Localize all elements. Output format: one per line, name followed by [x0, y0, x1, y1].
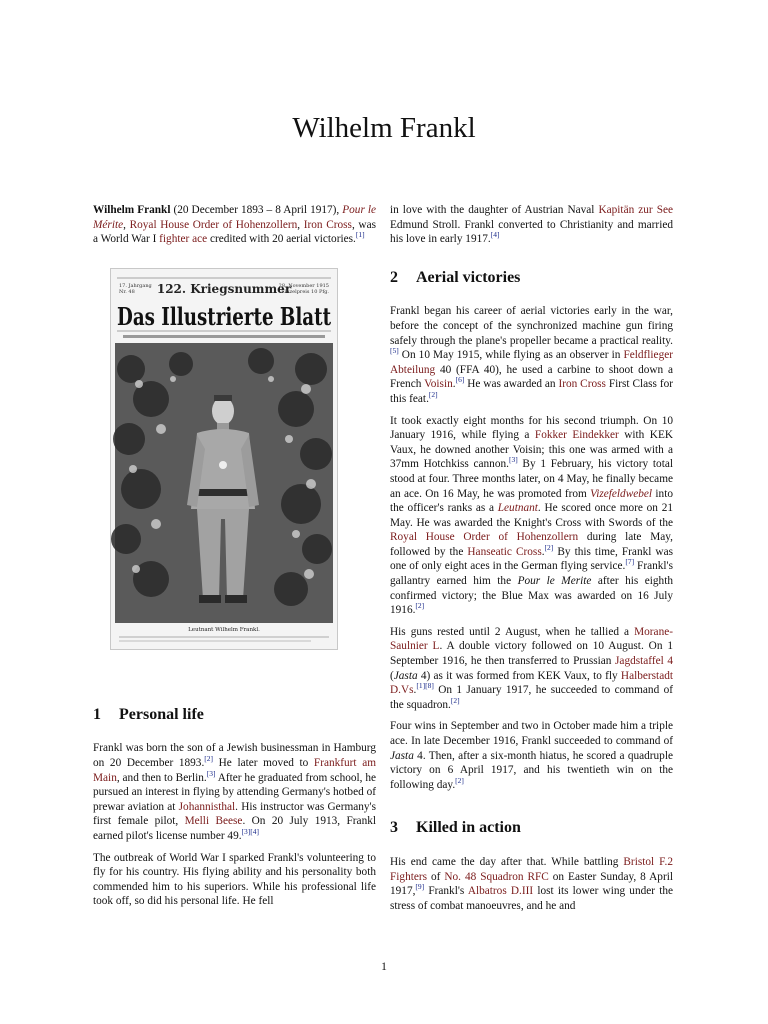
link-pour-le-merite[interactable]: Pour le Mérite	[93, 204, 376, 231]
lead-text: ,	[123, 218, 130, 231]
lead-text: (20 December 1893 – 8 April 1917),	[170, 204, 343, 216]
citation-link[interactable]: [2]	[450, 696, 460, 706]
aerial-paragraph-3: His guns rested until 2 August, when he tallied a Morane-Saulnier L. A double victory followed on 10 August. On 1 September 1916, he then transferred to Prussian Jagdstaffel 4 (Jasta 4) as it was formed from KEK Vaux, to fly Halberstadt D.Vs.[1][8] On 1 January 1917, he succeeded to command of the squadron.[2]	[390, 625, 674, 711]
link-halberstadt[interactable]: Halberstadt D.Vs	[390, 669, 673, 697]
citation-link[interactable]: [6]	[455, 375, 465, 385]
left-column	[93, 203, 376, 916]
lead-text: ,	[297, 218, 304, 231]
citation-link[interactable]: [3]	[206, 768, 216, 778]
citation-link[interactable]: [9]	[415, 882, 425, 892]
citation-link[interactable]: [4]	[490, 230, 500, 240]
personal-life-paragraph-2: The outbreak of World War I sparked Frankl's volunteering to fly for his country. His flying ability and his personality both commended him to his superiors. While his professional life took off, so did his personal life. He fell	[93, 851, 376, 908]
link-iron-cross[interactable]: Iron Cross	[558, 378, 606, 391]
aerial-paragraph-4: Four wins in September and two in October made him a triple ace. In late December 1916, Frankl succeeded to command of Jasta 4. Then, after a six-month hiatus, he scored a quadruple victory on 6 April 1917, and his twentieth win on the following day.[2]	[390, 720, 673, 791]
masthead-title: Das Illustrierte Blatt	[117, 301, 331, 331]
citation-link[interactable]: [2]	[544, 543, 554, 553]
link-morane-saulnier[interactable]: Morane-Saulnier L	[390, 625, 673, 653]
personal-life-continued: in love with the daughter of Austrian Naval Kapitän zur See Edmund Stroll. Frankl converted to Christianity and married his love in early 1917.[4]	[390, 204, 674, 246]
lead-paragraph	[93, 203, 376, 247]
link-melli-beese[interactable]: Melli Beese	[184, 815, 243, 828]
link-leutnant[interactable]: Leutnant	[497, 502, 538, 515]
masthead-small-left: 17. Jahrgang Nr. 48	[119, 282, 152, 295]
link-iron-cross[interactable]: Iron Cross	[303, 218, 352, 231]
link-48-squadron[interactable]: No. 48 Squadron RFC	[444, 870, 549, 883]
page-title: Wilhelm Frankl	[292, 112, 476, 144]
link-royal-house-order[interactable]: Royal House Order of Hohenzollern	[390, 531, 579, 544]
masthead-small-right: 28. November 1915 Einzelpreis 10 Pfg.	[278, 282, 329, 295]
citation-link[interactable]: [2]	[428, 390, 438, 400]
magazine-cover-photo	[110, 268, 338, 650]
lead-text: credited with 20 aerial victories.	[207, 233, 356, 246]
link-feldflieger-abteilung[interactable]: Feldflieger Abteilung	[390, 349, 673, 376]
link-fokker-eindekker[interactable]: Fokker Eindekker	[534, 429, 619, 442]
killed-paragraph-1: His end came the day after that. While battling Bristol F.2 Fighters of No. 48 Squadron RFC on Easter Sunday, 8 April 1917,[9] Frankl's Albatros D.III lost its lower wing under the stress of combat manoeuvres, and he and	[390, 855, 674, 912]
citation-link[interactable]: [2]	[204, 754, 214, 764]
citation-link[interactable]: [7]	[625, 557, 635, 567]
subject-name: Wilhelm Frankl	[93, 204, 171, 216]
lead-text: , was a World War I	[93, 218, 376, 246]
personal-life-paragraph-1: Frankl was born the son of a Jewish businessman in Hamburg on 20 December 1893.[2] He later moved to Frankfurt am Main, and then to Berlin.[3] After he graduated from school, he pursued an interest in flying by attending Germany's hotbed of prewar aviation at Johannisthal. His instructor was Germany's first female pilot, Melli Beese. On 20 July 1913, Frankl earned pilot's license number 49.[3][4]	[93, 742, 376, 842]
link-johannisthal[interactable]: Johannisthal	[178, 800, 236, 813]
section-heading-killed-in-action: 3 Killed in action	[390, 819, 521, 837]
link-bristol-fighter[interactable]: Bristol F.2 Fighters	[390, 855, 674, 883]
masthead-issue: 122. Kriegsnummer	[156, 281, 292, 296]
aerial-paragraph-2: It took exactly eight months for his second triumph. On 10 January 1916, while flying a Fokker Eindekker with KEK Vaux, he downed another Voisin; this one was armed with a 37mm Hotchkiss cannon.[3] By 1 February, his victory total stood at four. Three months later, on 4 May, he finally became an ace. On 16 May, he was promoted from Vizefeldwebel into the officer's ranks as a Leutnant. He scored once more on 21 May. He was awarded the Knight's Cross with Swords of the Royal House Order of Hohenzollern during late May, followed by the Hanseatic Cross.[2] By this time, Frankl was one of only eight aces in the German flying service.[7] Frankl's gallantry earned him the Pour le Merite after his eighth confirmed victory; the Blue Max was awarded on 16 July 1916.[2]	[390, 414, 673, 617]
right-column	[390, 203, 673, 920]
link-kapitan-zur-see[interactable]: Kapitän zur See	[598, 204, 674, 216]
link-fighter-ace[interactable]: fighter ace	[159, 233, 208, 246]
aerial-paragraph-1: Frankl began his career of aerial victories early in the war, before the concept of the synchronized machine gun firing safely through the plane's propeller became a practical reality.[5] On 10 May 1915, while flying as an observer in Feldflieger Abteilung 40 (FFA 40), he used a carbine to shoot down a French Voisin.[6] He was awarded an Iron Cross First Class for this feat.[2]	[390, 305, 673, 405]
section-heading-personal-life: 1 Personal life	[93, 705, 204, 723]
citation-link[interactable]: [1][8]	[416, 681, 434, 691]
link-voisin[interactable]: Voisin	[424, 378, 453, 391]
link-royal-house-order[interactable]: Royal House Order of Hohenzollern	[129, 218, 298, 231]
link-hanseatic-cross[interactable]: Hanseatic Cross	[467, 545, 542, 558]
page-number: 1	[381, 961, 387, 973]
citation-link[interactable]: [2]	[455, 776, 464, 786]
citation-link[interactable]: [1]	[355, 230, 365, 240]
citation-link[interactable]: [2]	[415, 601, 425, 611]
link-frankfurt[interactable]: Frankfurt am Main	[93, 756, 376, 784]
photo-caption: Leutnant Wilhelm Frankl.	[188, 626, 260, 633]
citation-link[interactable]: [3]	[508, 455, 518, 465]
section-heading-aerial-victories: 2 Aerial victories	[390, 268, 521, 286]
link-albatros[interactable]: Albatros D.III	[467, 885, 534, 898]
citation-link[interactable]: [3][4]	[241, 827, 260, 837]
link-jagdstaffel-4[interactable]: Jagdstaffel 4	[615, 655, 674, 668]
link-vizefeldwebel[interactable]: Vizefeldwebel	[590, 487, 653, 500]
citation-link[interactable]: [5]	[390, 346, 399, 356]
